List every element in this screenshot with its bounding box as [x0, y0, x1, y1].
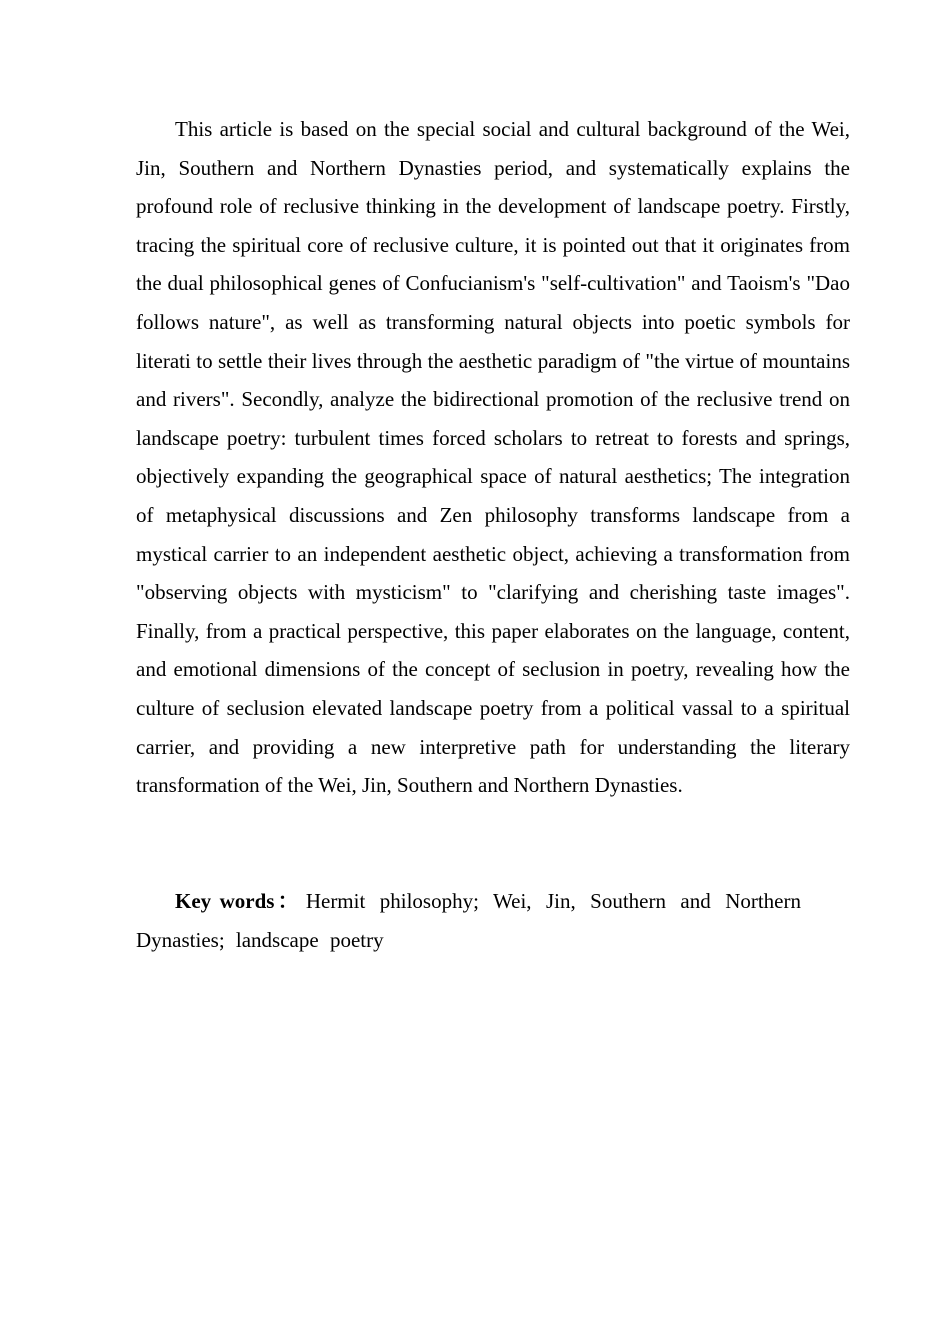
keywords-paragraph	[136, 882, 801, 959]
keywords-label: Key words	[175, 889, 275, 913]
keywords-separator: ：	[274, 889, 302, 913]
abstract-paragraph: This article is based on the special social and cultural background of the Wei, Jin, Southern and Northern Dynasties period, and systematically explains the profound role of reclusive thinking in the development of landscape poetry. Firstly, tracing the spiritual core of reclusive culture, it is pointed out that it originates from the dual philosophical genes of Confucianism's "self-cultivation" and Taoism's "Dao follows nature", as well as transforming natural objects into poetic symbols for literati to settle their lives through the aesthetic paradigm of "the virtue of mountains and rivers". Secondly, analyze the bidirectional promotion of the reclusive trend on landscape poetry: turbulent times forced scholars to retreat to forests and springs, objectively expanding the geographical space of natural aesthetics; The integration of metaphysical discussions and Zen philosophy transforms landscape from a mystical carrier to an independent aesthetic object, achieving a transformation from "observing objects with mysticism" to "clarifying and cherishing taste images". Finally, from a practical perspective, this paper elaborates on the language, content, and emotional dimensions of the concept of seclusion in poetry, revealing how the culture of seclusion elevated landscape poetry from a political vassal to a spiritual carrier, and providing a new interpretive path for understanding the literary transformation of the Wei, Jin, Southern and Northern Dynasties.	[136, 117, 850, 798]
keywords-text: Hermit philosophy; Wei, Jin, Southern and Northern Dynasties; landscape poetry	[136, 889, 801, 952]
